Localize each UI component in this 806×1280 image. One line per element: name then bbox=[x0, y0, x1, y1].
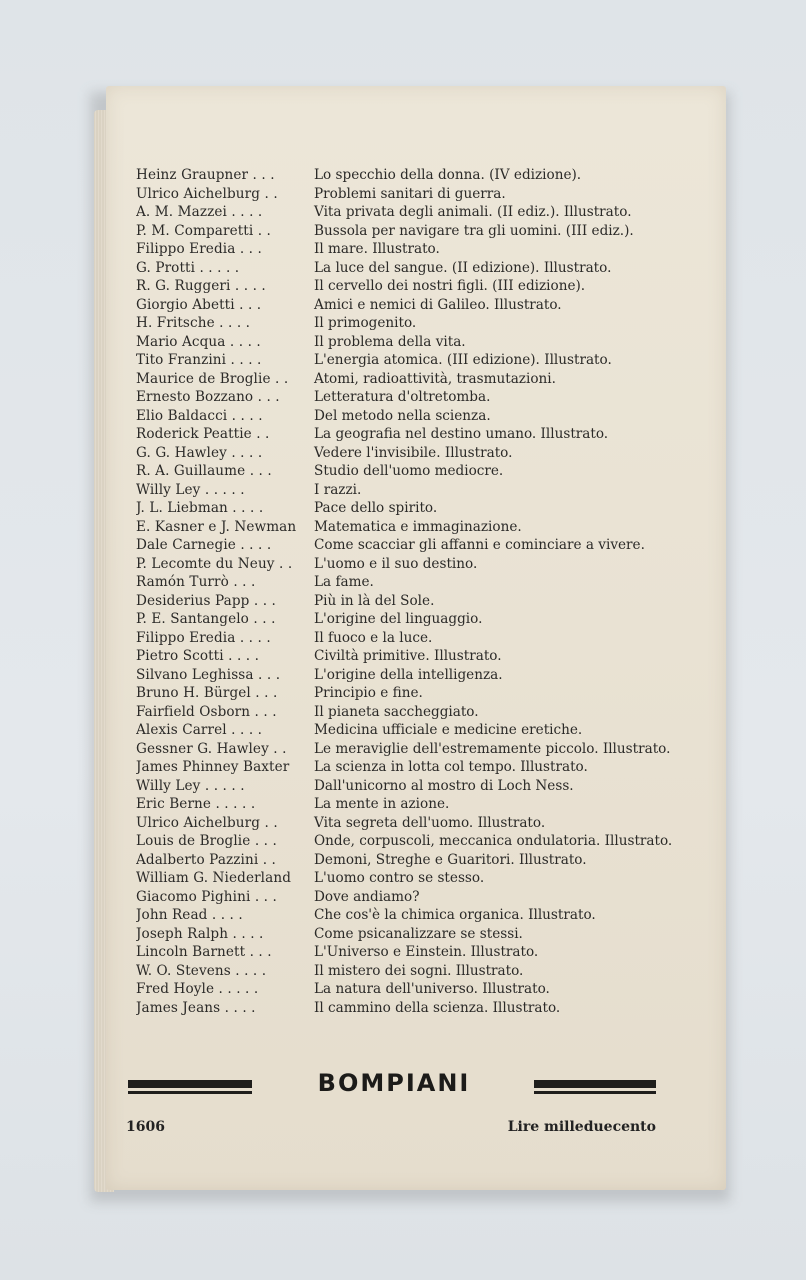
book-entry bbox=[136, 240, 714, 259]
book-entry bbox=[136, 592, 714, 611]
book-entry bbox=[136, 832, 714, 851]
book-entry bbox=[136, 388, 714, 407]
book-title: Il primogenito. bbox=[314, 315, 417, 331]
book-author: Adalberto Pazzini . . bbox=[136, 851, 276, 868]
book-title: La natura dell'universo. Illustrato. bbox=[314, 981, 550, 997]
book-author: J. L. Liebman . . . . bbox=[136, 500, 264, 516]
book-entry bbox=[136, 370, 714, 389]
book-entry bbox=[136, 203, 714, 222]
book-author: P. Lecomte du Neuy . . bbox=[136, 555, 293, 572]
book-title: La luce del sangue. (II edizione). Illustrato. bbox=[314, 259, 612, 276]
book-entry bbox=[136, 906, 714, 925]
book-entry bbox=[136, 666, 714, 685]
book-entry bbox=[136, 777, 714, 796]
book-author: R. A. Guillaume . . . bbox=[136, 463, 272, 479]
book-title: L'uomo contro se stesso. bbox=[314, 870, 485, 886]
book-title: Il cervello dei nostri figli. (III edizione). bbox=[314, 278, 586, 294]
book-entry bbox=[136, 499, 714, 518]
decorative-bar-right bbox=[534, 1080, 656, 1088]
book-title: L'origine del linguaggio. bbox=[314, 611, 483, 627]
book-entry bbox=[136, 166, 714, 185]
book-title: La geografia nel destino umano. Illustrato. bbox=[314, 426, 609, 442]
book-entry bbox=[136, 943, 714, 962]
book-author: Lincoln Barnett . . . bbox=[136, 944, 272, 960]
book-title: Il mistero dei sogni. Illustrato. bbox=[314, 962, 524, 979]
book-list bbox=[136, 166, 714, 1017]
book-entry bbox=[136, 407, 714, 426]
book-author: Mario Acqua . . . . bbox=[136, 333, 261, 350]
book-title: Che cos'è la chimica organica. Illustrato. bbox=[314, 907, 596, 923]
book-author: Maurice de Broglie . . bbox=[136, 370, 289, 387]
book-title: Del metodo nella scienza. bbox=[314, 407, 491, 424]
book-entry bbox=[136, 259, 714, 278]
book-entry bbox=[136, 296, 714, 315]
book-title: Come scacciar gli affanni e cominciare a vivere. bbox=[314, 537, 645, 553]
book-author: H. Fritsche . . . . bbox=[136, 315, 251, 331]
book-author: Giacomo Pighini . . . bbox=[136, 888, 277, 905]
book-author: Bruno H. Bürgel . . . bbox=[136, 685, 278, 701]
book-author: Silvano Leghissa . . . bbox=[136, 666, 281, 683]
book-title: L'origine della intelligenza. bbox=[314, 666, 503, 683]
book-entry bbox=[136, 740, 714, 759]
book-author: John Read . . . . bbox=[136, 907, 243, 923]
book-title: Vita privata degli animali. (II ediz.). Illustrato. bbox=[314, 204, 632, 220]
book-title: I razzi. bbox=[314, 481, 362, 498]
book-entry bbox=[136, 351, 714, 370]
book-title: Studio dell'uomo mediocre. bbox=[314, 463, 504, 479]
book-entry bbox=[136, 610, 714, 629]
book-entry bbox=[136, 462, 714, 481]
book-author: James Phinney Baxter bbox=[136, 759, 290, 775]
book-author: Willy Ley . . . . . bbox=[136, 777, 245, 794]
book-entry bbox=[136, 999, 714, 1018]
book-entry bbox=[136, 980, 714, 999]
book-author: Pietro Scotti . . . . bbox=[136, 648, 260, 664]
book-entry bbox=[136, 758, 714, 777]
book-author: Filippo Eredia . . . . bbox=[136, 629, 271, 646]
book-entry bbox=[136, 536, 714, 555]
book-title: Pace dello spirito. bbox=[314, 500, 438, 516]
book-entry bbox=[136, 185, 714, 204]
book-entry bbox=[136, 888, 714, 907]
book-author: Gessner G. Hawley . . bbox=[136, 740, 287, 757]
book-title: La scienza in lotta col tempo. Illustrato. bbox=[314, 759, 588, 775]
book-title: La fame. bbox=[314, 574, 374, 590]
book-entry bbox=[136, 684, 714, 703]
book-title: Dall'unicorno al mostro di Loch Ness. bbox=[314, 777, 574, 794]
book-entry bbox=[136, 222, 714, 241]
publisher-name: BOMPIANI bbox=[317, 1069, 471, 1097]
book-author: Joseph Ralph . . . . bbox=[136, 925, 264, 942]
book-entry bbox=[136, 573, 714, 592]
book-author: William G. Niederland bbox=[136, 870, 291, 886]
book-title: Demoni, Streghe e Guaritori. Illustrato. bbox=[314, 851, 587, 868]
book-author: P. M. Comparetti . . bbox=[136, 222, 271, 239]
book-title: Problemi sanitari di guerra. bbox=[314, 185, 506, 202]
catalog-number: 1606 bbox=[126, 1119, 165, 1135]
book-title: Il fuoco e la luce. bbox=[314, 629, 433, 646]
book-entry bbox=[136, 629, 714, 648]
back-cover bbox=[106, 86, 726, 1190]
book-entry bbox=[136, 962, 714, 981]
book-entry bbox=[136, 795, 714, 814]
book-author: Ernesto Bozzano . . . bbox=[136, 389, 280, 405]
book-title: Vita segreta dell'uomo. Illustrato. bbox=[314, 814, 546, 831]
book-author: Dale Carnegie . . . . bbox=[136, 537, 272, 553]
book-entry bbox=[136, 703, 714, 722]
book-title: L'uomo e il suo destino. bbox=[314, 555, 478, 572]
book-author: Tito Franzini . . . . bbox=[136, 352, 262, 368]
book-author: Fairfield Osborn . . . bbox=[136, 703, 277, 720]
book-author: Ramón Turrò . . . bbox=[136, 574, 256, 590]
book-entry bbox=[136, 481, 714, 500]
book-author: James Jeans . . . . bbox=[136, 999, 256, 1016]
book-author: Willy Ley . . . . . bbox=[136, 481, 245, 498]
book-author: G. G. Hawley . . . . bbox=[136, 444, 263, 461]
book-author: A. M. Mazzei . . . . bbox=[136, 204, 263, 220]
book-title: Matematica e immaginazione. bbox=[314, 518, 522, 535]
book-title: Letteratura d'oltretomba. bbox=[314, 389, 491, 405]
book-author: G. Protti . . . . . bbox=[136, 259, 240, 276]
book-entry bbox=[136, 444, 714, 463]
book-title: Onde, corpuscoli, meccanica ondulatoria. Illustrato. bbox=[314, 833, 673, 849]
book-title: L'Universo e Einstein. Illustrato. bbox=[314, 944, 539, 960]
book-title: Civiltà primitive. Illustrato. bbox=[314, 648, 502, 664]
book-title: Più in là del Sole. bbox=[314, 592, 435, 609]
book-title: Principio e fine. bbox=[314, 685, 423, 701]
book-author: Desiderius Papp . . . bbox=[136, 592, 276, 609]
book-title: Atomi, radioattività, trasmutazioni. bbox=[314, 370, 556, 387]
book-author: Eric Berne . . . . . bbox=[136, 796, 256, 812]
book-author: R. G. Ruggeri . . . . bbox=[136, 278, 266, 294]
book-title: Il problema della vita. bbox=[314, 333, 466, 350]
book-title: La mente in azione. bbox=[314, 796, 450, 812]
book-author: P. E. Santangelo . . . bbox=[136, 611, 276, 627]
book-title: Il cammino della scienza. Illustrato. bbox=[314, 999, 561, 1016]
book-author: Filippo Eredia . . . bbox=[136, 241, 262, 257]
book-title: Le meraviglie dell'estremamente piccolo. Illustrato. bbox=[314, 740, 671, 757]
book-title: Come psicanalizzare se stessi. bbox=[314, 925, 523, 942]
book-entry bbox=[136, 721, 714, 740]
book-title: Vedere l'invisibile. Illustrato. bbox=[314, 444, 513, 461]
book-entry bbox=[136, 851, 714, 870]
decorative-bar-left bbox=[128, 1080, 252, 1088]
book-author: Fred Hoyle . . . . . bbox=[136, 981, 259, 997]
book-entry bbox=[136, 518, 714, 537]
book-author: Giorgio Abetti . . . bbox=[136, 296, 262, 313]
book-author: W. O. Stevens . . . . bbox=[136, 962, 267, 979]
book-title: Il mare. Illustrato. bbox=[314, 241, 440, 257]
book-entry bbox=[136, 333, 714, 352]
book-title: Lo specchio della donna. (IV edizione). bbox=[314, 167, 582, 183]
book-author: Louis de Broglie . . . bbox=[136, 833, 277, 849]
book-author: Ulrico Aichelburg . . bbox=[136, 814, 278, 831]
book-author: Elio Baldacci . . . . bbox=[136, 407, 263, 424]
book-author: E. Kasner e J. Newman bbox=[136, 518, 297, 535]
book-entry bbox=[136, 814, 714, 833]
book-title: Amici e nemici di Galileo. Illustrato. bbox=[314, 296, 562, 313]
book-entry bbox=[136, 425, 714, 444]
book-title: Il pianeta saccheggiato. bbox=[314, 703, 479, 720]
book-title: Dove andiamo? bbox=[314, 888, 420, 905]
book-entry bbox=[136, 869, 714, 888]
book-entry bbox=[136, 277, 714, 296]
book-entry bbox=[136, 647, 714, 666]
book-title: Medicina ufficiale e medicine eretiche. bbox=[314, 722, 583, 738]
book-author: Heinz Graupner . . . bbox=[136, 167, 275, 183]
book-entry bbox=[136, 925, 714, 944]
book-title: Bussola per navigare tra gli uomini. (III ediz.). bbox=[314, 222, 634, 239]
book-author: Roderick Peattie . . bbox=[136, 426, 270, 442]
price-label: Lire milleduecento bbox=[507, 1119, 656, 1135]
book-title: L'energia atomica. (III edizione). Illustrato. bbox=[314, 352, 612, 368]
book-author: Alexis Carrel . . . . bbox=[136, 722, 263, 738]
book-entry bbox=[136, 555, 714, 574]
book-entry bbox=[136, 314, 714, 333]
book-author: Ulrico Aichelburg . . bbox=[136, 185, 278, 202]
